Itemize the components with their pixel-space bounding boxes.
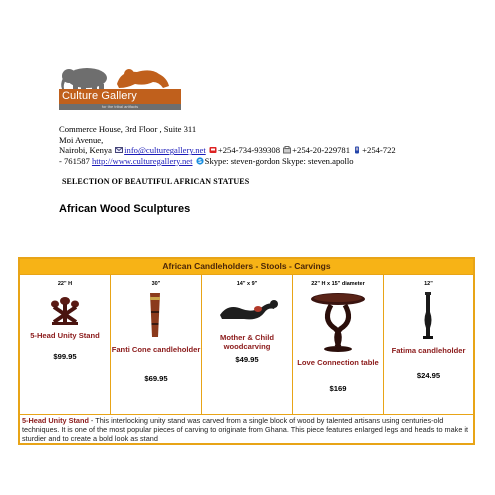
product-cell-3	[202, 275, 293, 414]
product-name[interactable]: 5-Head Unity Stand	[30, 331, 100, 340]
mobile-icon	[353, 146, 361, 154]
skype-icon	[196, 157, 204, 165]
product-price: $49.95	[235, 355, 259, 364]
product-name[interactable]: Fanti Cone candleholder	[111, 345, 201, 354]
logo-tagline: for the tribal artifacts	[59, 104, 181, 110]
table-header: African Candleholders - Stools - Carvings	[20, 259, 473, 275]
contact-address	[59, 124, 479, 166]
product-price: $169	[329, 384, 347, 393]
website-link[interactable]: http://www.culturegallery.net	[91, 155, 193, 166]
contact-line	[59, 145, 479, 156]
product-cell-2	[111, 275, 202, 414]
lion-icon	[117, 69, 169, 88]
product-table	[18, 257, 475, 445]
product-price: $69.95	[144, 374, 168, 383]
fanti-cone-image[interactable]	[147, 291, 163, 339]
description-text: - This interlocking unity stand was carved from a single block of wood by talented artisans using centuries-old techniques. It is one of the most popular pieces of carving to originate from Ghana. This piece features enlarged legs and heads to make it sturdier and to create a bold look as stand	[22, 416, 469, 443]
product-cell-5	[384, 275, 473, 414]
address-line-2: Moi Avenue,	[59, 134, 104, 145]
email-icon	[115, 146, 123, 154]
product-size: 12"	[424, 281, 433, 287]
mother-child-image[interactable]	[218, 297, 280, 323]
unity-stand-image[interactable]	[48, 292, 82, 326]
product-size: 22" H	[57, 281, 73, 287]
product-cell-4	[293, 275, 384, 414]
phone-3-cont: - 761587	[59, 155, 90, 166]
fax-icon	[283, 146, 291, 154]
elephant-icon	[61, 68, 107, 90]
product-size: 22" H x 15" diameter	[311, 281, 365, 287]
product-size: 30"	[151, 281, 161, 287]
product-price: $99.95	[53, 352, 77, 361]
skype-ids: Skype: steven-gordon Skype: steven.apollo	[204, 155, 354, 166]
city: Nairobi, Kenya	[59, 145, 112, 156]
product-name[interactable]: Love Connection table	[297, 358, 379, 367]
product-row	[20, 275, 473, 414]
svg-text:S: S	[197, 158, 202, 165]
phone-2: +254-20-229781	[292, 145, 351, 156]
phone-icon	[209, 146, 217, 154]
email-link[interactable]: info@culturegallery.net	[124, 145, 206, 156]
phone-1: +254-734-939308	[217, 145, 281, 156]
fatima-candleholder-image[interactable]	[421, 290, 435, 340]
product-name[interactable]: Mother & Child woodcarving	[220, 333, 274, 351]
product-size: 14" x 9"	[236, 281, 258, 287]
address-line-1: Commerce House, 3rd Floor , Suite 311	[59, 124, 197, 134]
section-title: SELECTION OF BEAUTIFUL AFRICAN STATUES	[62, 177, 250, 186]
product-name[interactable]: Fatima candleholder	[391, 346, 466, 355]
description-product-name: 5-Head Unity Stand	[22, 416, 89, 425]
logo-banner: Culture Gallery	[59, 89, 181, 104]
product-price: $24.95	[416, 371, 441, 380]
love-connection-table-image[interactable]	[309, 291, 367, 353]
contact-line-2	[59, 156, 479, 167]
product-description	[20, 414, 473, 443]
page-heading: African Wood Sculptures	[59, 203, 191, 215]
product-cell-1	[20, 275, 111, 414]
phone-3: +254-722	[362, 145, 396, 156]
